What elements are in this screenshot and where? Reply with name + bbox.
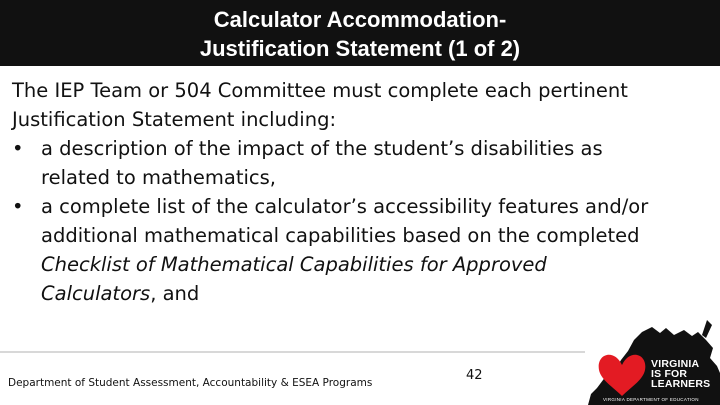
footer-divider [0,351,585,353]
logo-subline: VIRGINIA DEPARTMENT OF EDUCATION [603,397,699,402]
torch-icon [702,320,712,338]
slide-title-line-2: Justification Statement (1 of 2) [199,36,521,61]
bullet-2-line-2: additional mathematical capabilities based on the completed [41,224,640,247]
footer-department: Department of Student Assessment, Accountability & ESEA Programs [8,377,373,389]
bullet-2-line-4 [41,279,712,308]
bullet-icon: • [12,137,24,160]
intro-line-2: Justification Statement including: [12,108,337,131]
bullet-item-features [12,192,712,308]
slide-title-line-1: Calculator Accommodation- [213,7,507,32]
slide-body [12,76,712,308]
bullet-2-line-3: Checklist of Mathematical Capabilities for Approved [41,253,547,276]
page-number: 42 [466,368,483,383]
bullet-2-tail: , and [150,282,200,305]
logo-line-1: VIRGINIA [651,358,700,370]
bullet-2-line-1: a complete list of the calculator’s accessibility features and/or [41,195,649,218]
bullet-list [12,134,712,308]
bullet-1-line-1: a description of the impact of the student’s disabilities as [41,137,603,160]
logo-line-2: IS FOR [651,368,688,380]
intro-line-1: The IEP Team or 504 Committee must complete each pertinent [12,79,628,102]
bullet-icon: • [12,195,24,218]
bullet-item-impact [12,134,712,192]
bullet-1-line-2: related to mathematics, [41,166,276,189]
logo-line-3: LEARNERS [651,378,711,390]
slide-title-bar [0,0,720,66]
logo-wordmark [651,359,710,389]
checklist-title-end: Calculators [41,282,151,305]
